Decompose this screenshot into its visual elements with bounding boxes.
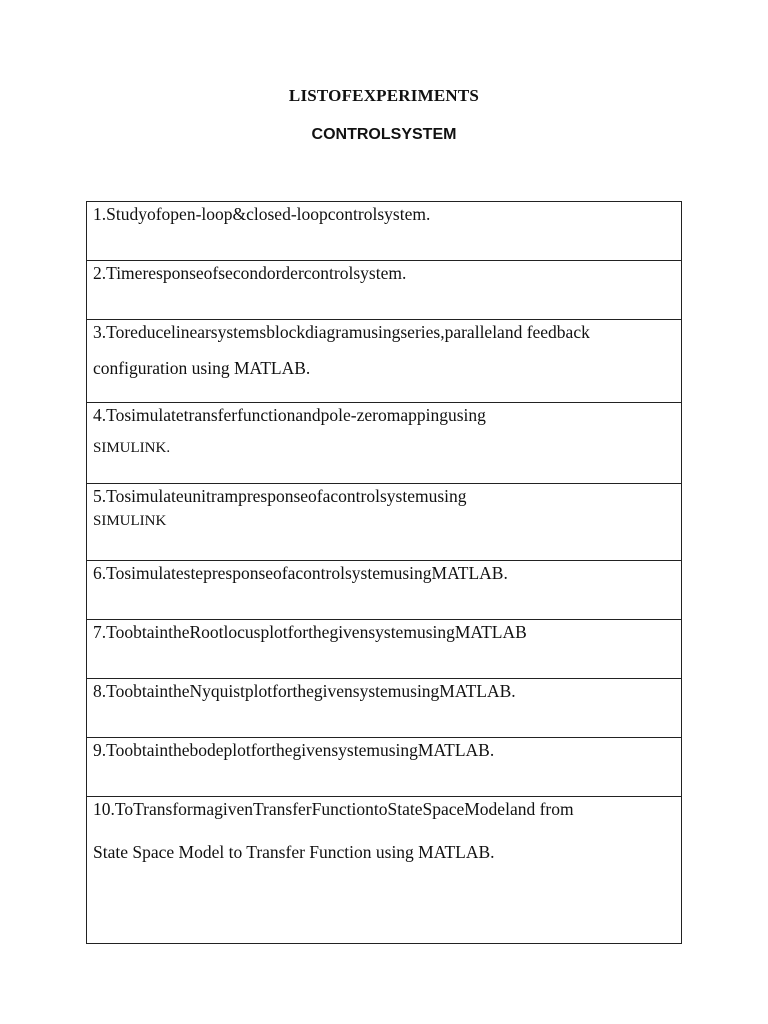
- table-row: [87, 261, 682, 320]
- experiments-table: [86, 201, 682, 944]
- page-subtitle: CONTROLSYSTEM: [311, 126, 457, 143]
- experiment-text: 6.TosimulatestepresponseofacontrolsystemusingMATLAB.: [93, 563, 508, 583]
- experiment-cell: [87, 679, 682, 738]
- table-row: [87, 561, 682, 620]
- experiment-text-continued: SIMULINK: [93, 513, 167, 529]
- table-row: [87, 484, 682, 561]
- experiment-cell: [87, 202, 682, 261]
- table-row: [87, 403, 682, 484]
- experiment-cell: [87, 797, 682, 944]
- experiment-cell: [87, 484, 682, 561]
- experiment-cell: [87, 620, 682, 679]
- experiment-text-continued: SIMULINK.: [93, 440, 171, 456]
- table-row: [87, 202, 682, 261]
- experiment-cell: [87, 738, 682, 797]
- table-row: [87, 620, 682, 679]
- table-row: [87, 738, 682, 797]
- experiment-cell: [87, 320, 682, 403]
- experiment-text: 8.ToobtaintheNyquistplotforthegivensystemusingMATLAB.: [93, 681, 516, 701]
- experiment-cell: [87, 261, 682, 320]
- table-row: [87, 797, 682, 944]
- experiment-text-continued: configuration using MATLAB.: [93, 358, 311, 378]
- experiment-text-continued: State Space Model to Transfer Function using MATLAB.: [93, 842, 495, 862]
- experiment-text: 5.Tosimulateunitrampresponseofacontrolsystemusing: [93, 486, 467, 506]
- experiment-text: 4.Tosimulatetransferfunctionandpole-zeromappingusing: [93, 405, 486, 425]
- experiment-cell: [87, 403, 682, 484]
- page-title: LISTOFEXPERIMENTS: [288, 86, 480, 105]
- table-row: [87, 320, 682, 403]
- experiment-text: 3.Toreducelinearsystemsblockdiagramusingseries,paralleland feedback: [93, 322, 590, 342]
- experiment-cell: [87, 561, 682, 620]
- experiment-text: 10.ToTransformagivenTransferFunctiontoStateSpaceModeland from: [93, 799, 574, 819]
- experiment-text: 1.Studyofopen-loop&closed-loopcontrolsystem.: [93, 204, 431, 224]
- experiment-text: 9.ToobtainthebodeplotforthegivensystemusingMATLAB.: [93, 740, 495, 760]
- experiment-text: 7.ToobtaintheRootlocusplotforthegivensystemusingMATLAB: [93, 622, 527, 642]
- table-row: [87, 679, 682, 738]
- experiment-text: 2.Timeresponseofsecondordercontrolsystem.: [93, 263, 407, 283]
